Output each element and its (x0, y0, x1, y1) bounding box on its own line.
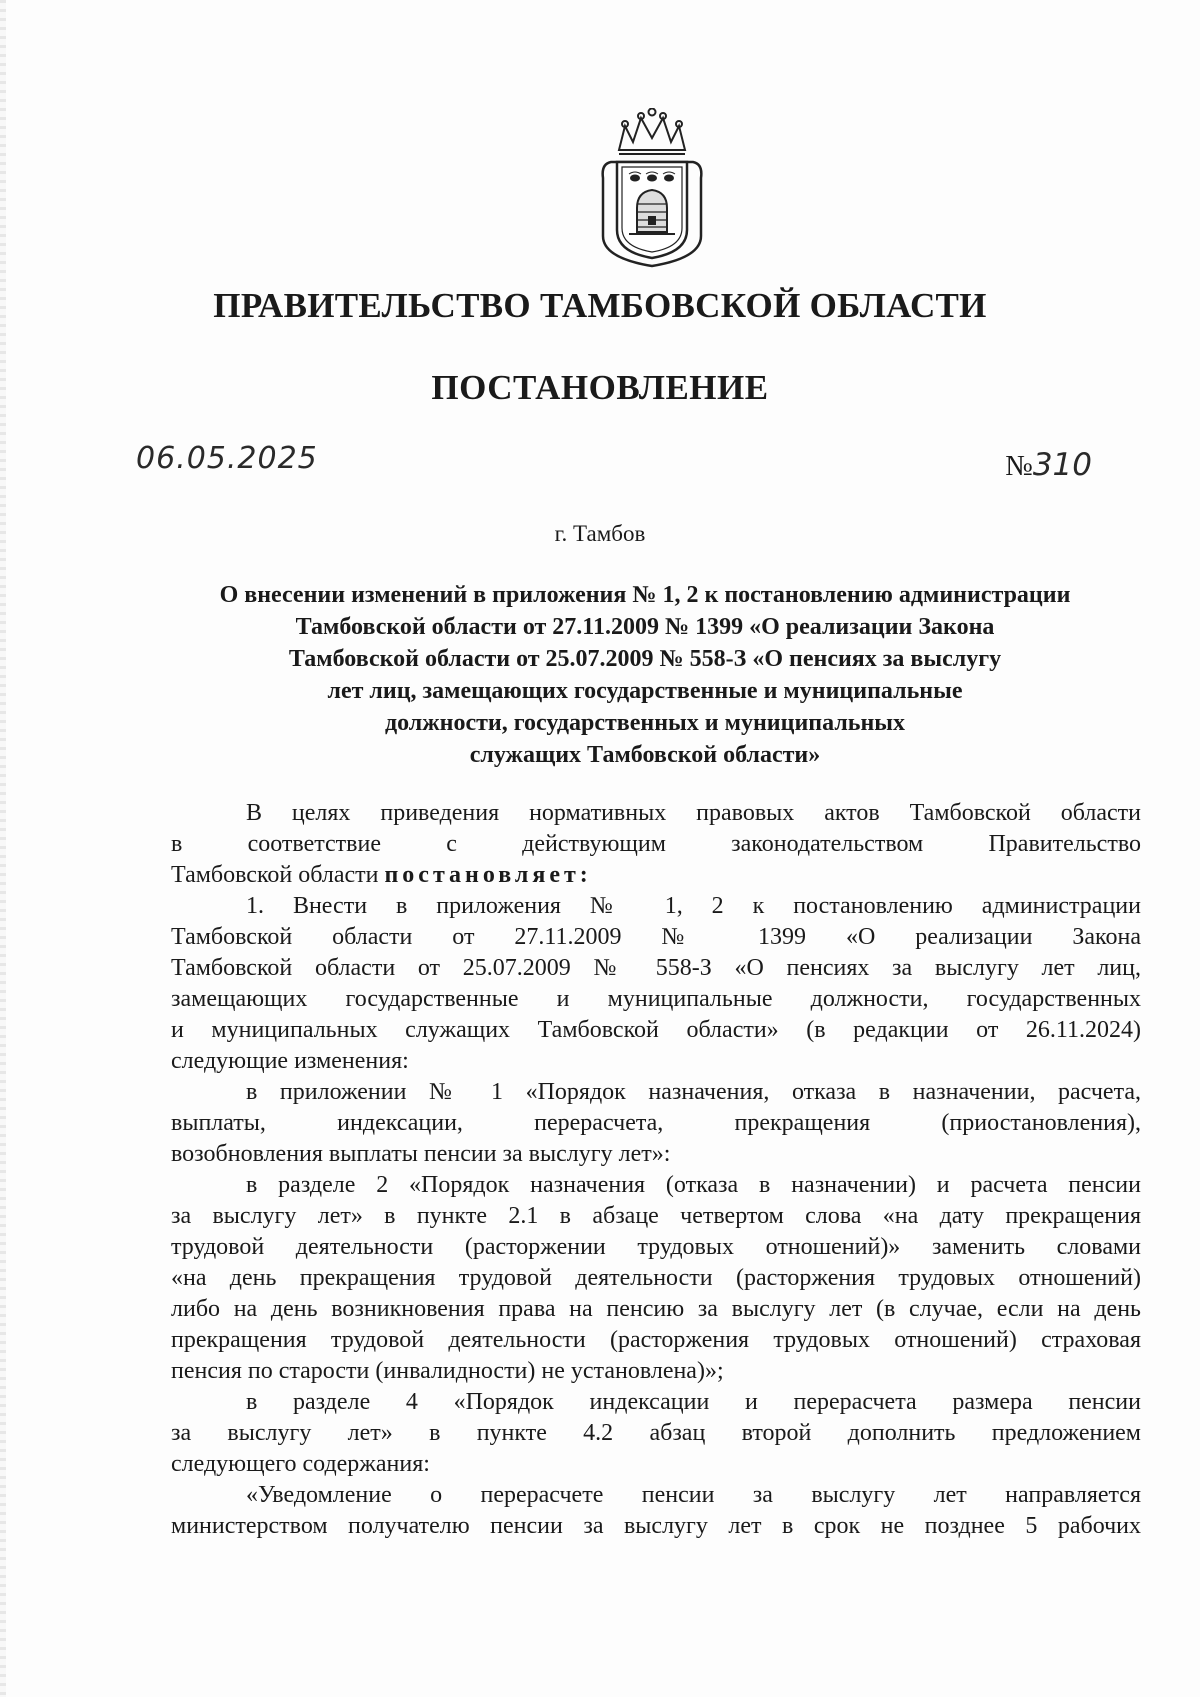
organization-title: ПРАВИТЕЛЬСТВО ТАМБОВСКОЙ ОБЛАСТИ (213, 286, 987, 325)
heading-line: должности, государственных и муниципальных (384, 710, 906, 736)
body-line: пенсия по старости (инвалидности) не установлена)»; (171, 1358, 724, 1384)
heading-line: лет лиц, замещающих государственные и муниципальные (327, 678, 963, 704)
document-type-title: ПОСТАНОВЛЕНИЕ (431, 368, 769, 407)
body-line: замещающих государственные и муниципальные должности, государственных (171, 986, 1141, 1012)
tambov-coat-of-arms-icon (597, 108, 707, 270)
decree-word: постановляет (384, 862, 580, 888)
body-line: и муниципальных служащих Тамбовской области» (в редакции от 26.11.2024) (171, 1017, 1141, 1043)
body-line: следующие изменения: (171, 1048, 409, 1074)
body-line: «на день прекращения трудовой деятельности (расторжения трудовых отношений) (171, 1265, 1141, 1291)
heading-line: Тамбовской области от 25.07.2009 № 558-З «О пенсиях за выслугу (288, 646, 1002, 672)
document-heading (160, 579, 1130, 771)
heading-line: служащих Тамбовской области» (469, 742, 821, 768)
body-line: трудовой деятельности (расторжении трудовых отношений)» заменить словами (171, 1234, 1141, 1260)
body-line: либо на день возникновения права на пенсию за выслугу лет (в случае, если на день (171, 1296, 1141, 1322)
body-line: 1. Внести в приложения № 1, 2 к постановлению администрации (246, 893, 1141, 919)
body-line: Тамбовской области от 25.07.2009 № 558-З «О пенсиях за выслугу лет лиц, (171, 955, 1141, 981)
body-line: в приложении № 1 «Порядок назначения, отказа в назначении, расчета, (246, 1079, 1141, 1105)
body-text-fragment: Тамбовской области (171, 862, 385, 888)
body-line: следующего содержания: (171, 1451, 430, 1477)
body-line: министерством получателю пенсии за выслугу лет в срок не позднее 5 рабочих (171, 1513, 1141, 1539)
body-line: в разделе 2 «Порядок назначения (отказа в назначении) и расчета пенсии (246, 1172, 1141, 1198)
body-line: Тамбовской области от 27.11.2009 № 1399 «О реализации Закона (171, 924, 1141, 950)
city-line: г. Тамбов (554, 521, 646, 546)
handwritten-number: 310 (1032, 447, 1092, 483)
body-line: в разделе 4 «Порядок индексации и перерасчета размера пенсии (246, 1389, 1141, 1415)
body-line: «Уведомление о перерасчете пенсии за выслугу лет направляется (246, 1482, 1141, 1508)
body-line: за выслугу лет» в пункте 2.1 в абзаце четвертом слова «на дату прекращения (171, 1203, 1141, 1229)
document-body (171, 798, 1141, 1542)
heading-line: О внесении изменений в приложения № 1, 2 к постановлению администрации (219, 582, 1071, 608)
body-line: выплаты, индексации, перерасчета, прекращения (приостановления), (171, 1110, 1141, 1136)
document-number (1005, 447, 1092, 483)
handwritten-date: 06.05.2025 (136, 441, 318, 476)
body-line-decree (171, 860, 1141, 891)
body-line: прекращения трудовой деятельности (расторжения трудовых отношений) страховая (171, 1327, 1141, 1353)
heading-line: Тамбовской области от 27.11.2009 № 1399 «О реализации Закона (295, 614, 995, 640)
body-text-fragment: : (579, 862, 592, 888)
body-line: за выслугу лет» в пункте 4.2 абзац второй дополнить предложением (171, 1420, 1141, 1446)
body-line: возобновления выплаты пенсии за выслугу лет»: (171, 1141, 671, 1167)
scan-edge-artifact (0, 0, 6, 1697)
body-line: В целях приведения нормативных правовых актов Тамбовской области (246, 800, 1141, 826)
number-sign: № (1005, 450, 1033, 482)
body-line: в соответствие с действующим законодательством Правительство (171, 831, 1141, 857)
